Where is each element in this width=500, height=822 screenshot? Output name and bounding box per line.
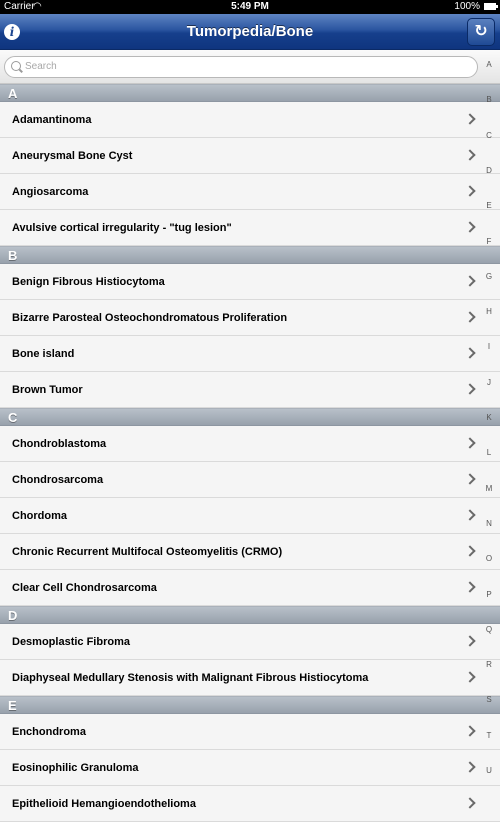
list-item[interactable] bbox=[0, 660, 500, 696]
list-item-label: Avulsive cortical irregularity - "tug lesion" bbox=[12, 222, 232, 234]
list-item-label: Chondroblastoma bbox=[12, 438, 107, 450]
index-letter-b[interactable]: B bbox=[486, 95, 492, 105]
chevron-right-icon bbox=[464, 725, 475, 736]
list-item[interactable] bbox=[0, 102, 500, 138]
index-letter-p[interactable]: P bbox=[486, 589, 492, 599]
page-title: Tumorpedia/Bone bbox=[186, 23, 314, 40]
section-header-d: D bbox=[0, 606, 500, 624]
index-letter-a[interactable]: A bbox=[486, 60, 492, 69]
search-placeholder: Search bbox=[25, 61, 57, 72]
index-letter-g[interactable]: G bbox=[485, 271, 493, 281]
index-letter-r[interactable]: R bbox=[486, 660, 492, 670]
chevron-right-icon bbox=[464, 473, 475, 484]
index-letter-s[interactable]: S bbox=[486, 695, 492, 705]
chevron-right-icon bbox=[464, 149, 475, 160]
list-item[interactable] bbox=[0, 426, 500, 462]
wifi-icon: ◠ bbox=[33, 1, 42, 12]
refresh-button[interactable] bbox=[467, 18, 495, 46]
section-header-e: E bbox=[0, 696, 500, 714]
list-item[interactable] bbox=[0, 300, 500, 336]
list-item[interactable] bbox=[0, 498, 500, 534]
navigation-bar bbox=[0, 14, 500, 50]
list-item-label: Chordoma bbox=[12, 510, 67, 522]
carrier-label: Carrier bbox=[4, 1, 35, 12]
list-item[interactable] bbox=[0, 372, 500, 408]
index-letter-j[interactable]: J bbox=[487, 377, 491, 387]
status-time: 5:49 PM bbox=[231, 1, 269, 12]
refresh-icon: ↻ bbox=[474, 23, 488, 40]
index-letter-u[interactable]: U bbox=[486, 766, 492, 775]
list-item-label: Enchondroma bbox=[12, 726, 86, 738]
list-item[interactable] bbox=[0, 534, 500, 570]
index-letter-i[interactable]: I bbox=[487, 342, 491, 352]
index-letter-q[interactable]: Q bbox=[485, 624, 493, 634]
list-item-label: Brown Tumor bbox=[12, 384, 83, 396]
info-icon[interactable]: i bbox=[4, 24, 20, 40]
list-item[interactable] bbox=[0, 264, 500, 300]
index-letter-o[interactable]: O bbox=[485, 554, 493, 564]
section-index-bar[interactable] bbox=[478, 52, 500, 800]
list-item[interactable] bbox=[0, 336, 500, 372]
list-item[interactable] bbox=[0, 786, 500, 822]
index-letter-f[interactable]: F bbox=[486, 236, 492, 246]
chevron-right-icon bbox=[464, 275, 475, 286]
chevron-right-icon bbox=[464, 437, 475, 448]
list-item-label: Bone island bbox=[12, 348, 75, 360]
search-bar bbox=[0, 50, 500, 84]
battery-icon bbox=[484, 3, 496, 10]
search-input[interactable] bbox=[4, 56, 478, 78]
list-item[interactable] bbox=[0, 750, 500, 786]
list-item-label: Clear Cell Chondrosarcoma bbox=[12, 582, 157, 594]
index-letter-c[interactable]: C bbox=[486, 130, 492, 140]
list-item[interactable] bbox=[0, 570, 500, 606]
chevron-right-icon bbox=[464, 797, 475, 808]
list-item[interactable] bbox=[0, 138, 500, 174]
list-item-label: Chronic Recurrent Multifocal Osteomyelitis (CRMO) bbox=[12, 546, 283, 558]
chevron-right-icon bbox=[464, 509, 475, 520]
list-item-label: Eosinophilic Granuloma bbox=[12, 762, 139, 774]
search-icon bbox=[11, 61, 21, 71]
index-letter-e[interactable]: E bbox=[486, 201, 492, 211]
chevron-right-icon bbox=[464, 581, 475, 592]
section-header-b: B bbox=[0, 246, 500, 264]
list-item-label: Aneurysmal Bone Cyst bbox=[12, 150, 133, 162]
list-item[interactable] bbox=[0, 462, 500, 498]
chevron-right-icon bbox=[464, 671, 475, 682]
list-item-label: Angiosarcoma bbox=[12, 186, 89, 198]
index-letter-t[interactable]: T bbox=[486, 730, 492, 740]
chevron-right-icon bbox=[464, 635, 475, 646]
chevron-right-icon bbox=[464, 347, 475, 358]
section-header-c: C bbox=[0, 408, 500, 426]
chevron-right-icon bbox=[464, 545, 475, 556]
list-item-label: Epithelioid Hemangioendothelioma bbox=[12, 798, 196, 810]
list-item[interactable] bbox=[0, 714, 500, 750]
chevron-right-icon bbox=[464, 185, 475, 196]
list-item-label: Diaphyseal Medullary Stenosis with Malignant Fibrous Histiocytoma bbox=[12, 672, 369, 684]
list-item-label: Adamantinoma bbox=[12, 114, 92, 126]
section-header-a: A bbox=[0, 84, 500, 102]
status-bar bbox=[0, 0, 500, 14]
chevron-right-icon bbox=[464, 113, 475, 124]
list-item[interactable] bbox=[0, 624, 500, 660]
tumor-list[interactable] bbox=[0, 84, 500, 810]
list-item-label: Bizarre Parosteal Osteochondromatous Proliferation bbox=[12, 312, 288, 324]
index-letter-k[interactable]: K bbox=[486, 413, 492, 422]
index-letter-d[interactable]: D bbox=[486, 165, 492, 175]
index-letter-l[interactable]: L bbox=[486, 448, 492, 458]
list-item[interactable] bbox=[0, 174, 500, 210]
index-letter-m[interactable]: M bbox=[485, 483, 493, 493]
list-item-label: Benign Fibrous Histiocytoma bbox=[12, 276, 165, 288]
index-letter-h[interactable]: H bbox=[486, 307, 492, 317]
list-item-label: Desmoplastic Fibroma bbox=[12, 636, 130, 648]
chevron-right-icon bbox=[464, 221, 475, 232]
index-letter-n[interactable]: N bbox=[486, 518, 492, 528]
battery-percentage: 100% bbox=[454, 1, 480, 12]
list-item-label: Chondrosarcoma bbox=[12, 474, 104, 486]
chevron-right-icon bbox=[464, 761, 475, 772]
list-item[interactable] bbox=[0, 210, 500, 246]
chevron-right-icon bbox=[464, 311, 475, 322]
chevron-right-icon bbox=[464, 383, 475, 394]
